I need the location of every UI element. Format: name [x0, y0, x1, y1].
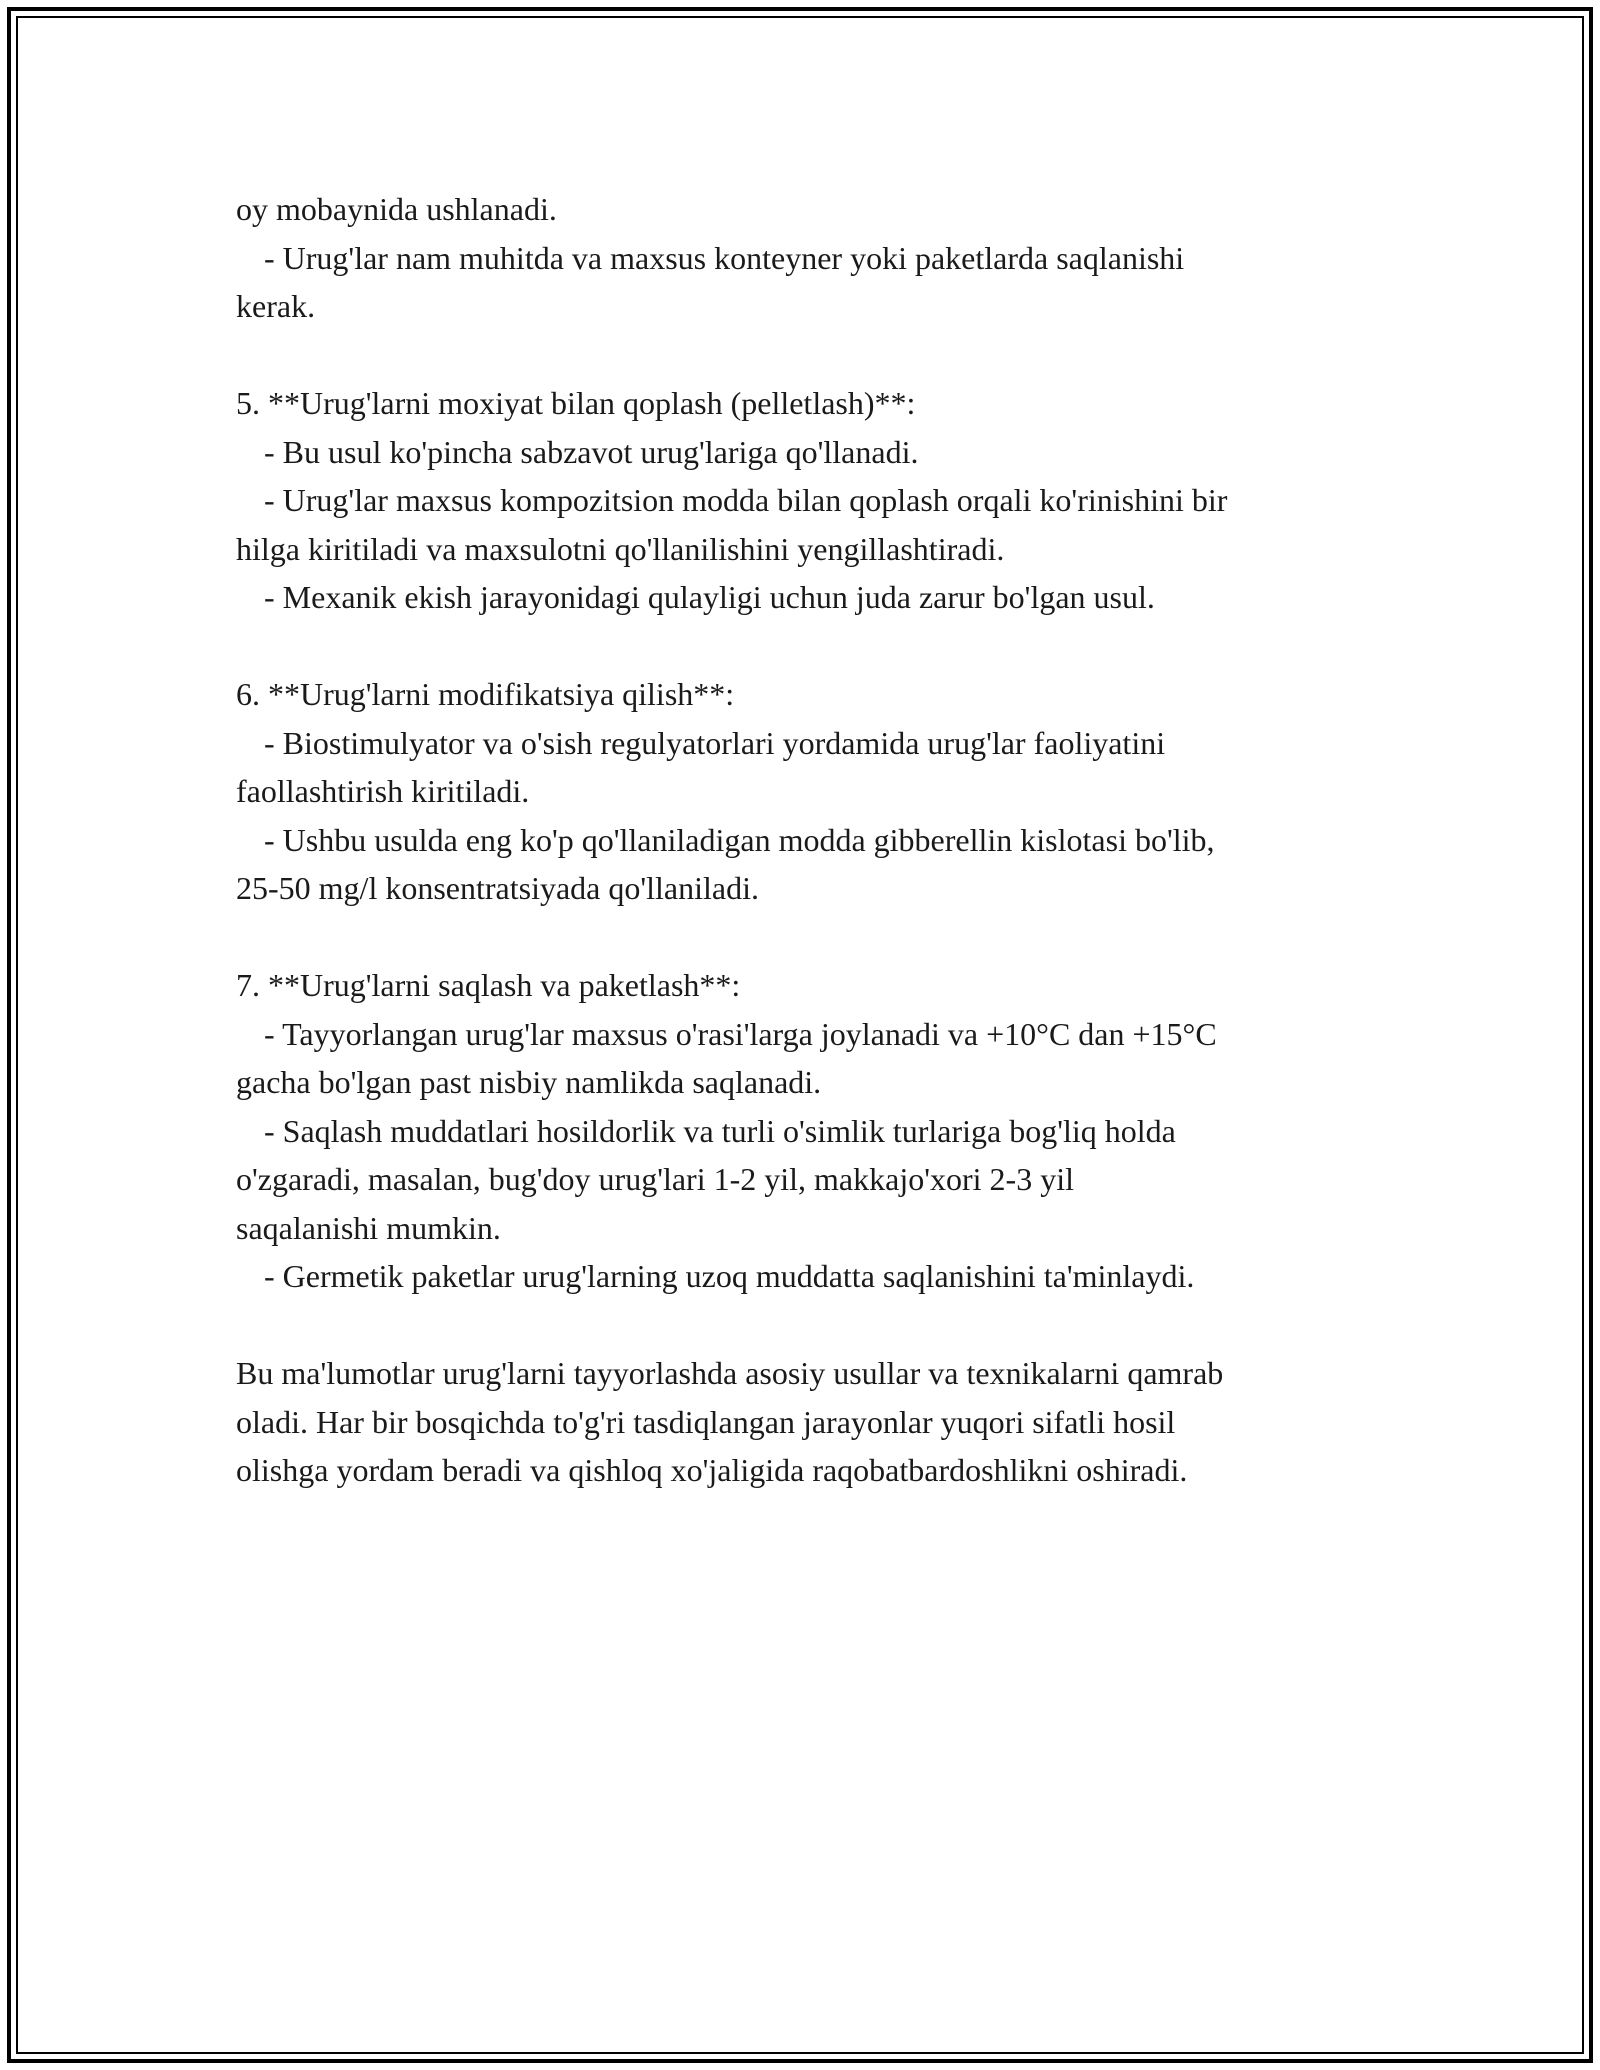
paragraph-gap	[236, 622, 1386, 671]
section-7-line: saqalanishi mumkin.	[236, 1209, 501, 1246]
intro-block	[236, 185, 1386, 331]
conclusion-line: olishga yordam beradi va qishloq xo'jaligida raqobatbardoshlikni oshiradi.	[236, 1452, 1188, 1488]
paragraph-gap	[236, 913, 1386, 962]
section-7-line: gacha bo'lgan past nisbiy namlikda saqlanadi.	[236, 1064, 822, 1100]
section-6-bullet: - Biostimulyator va o'sish regulyatorlari yordamida urug'lar faoliyatini	[264, 724, 1166, 761]
paragraph-gap	[236, 1301, 1386, 1350]
paragraph-gap	[236, 331, 1386, 380]
conclusion-line: Bu ma'lumotlar urug'larni tayyorlashda asosiy usullar va texnikalarni qamrab	[236, 1355, 1224, 1391]
section-6	[236, 670, 1386, 913]
section-6-heading: 6. **Urug'larni modifikatsiya qilish**:	[236, 676, 735, 712]
section-5-heading: 5. **Urug'larni moxiyat bilan qoplash (pelletlash)**:	[236, 385, 916, 421]
intro-line: kerak.	[236, 288, 316, 324]
document-body	[236, 185, 1386, 1495]
conclusion-paragraph	[236, 1349, 1386, 1495]
section-7-bullet: - Tayyorlangan urug'lar maxsus o'rasi'larga joylanadi va +10°C dan +15°C	[264, 1015, 1217, 1052]
section-6-line: faollashtirish kiritiladi.	[236, 773, 530, 809]
section-6-bullet: - Ushbu usulda eng ko'p qo'llaniladigan modda gibberellin kislotasi bo'lib,	[264, 821, 1215, 858]
section-5-bullet: - Urug'lar maxsus kompozitsion modda bilan qoplash orqali ko'rinishini bir	[264, 482, 1228, 518]
section-5-bullet: - Mexanik ekish jarayonidagi qulayligi uchun juda zarur bo'lgan usul.	[264, 579, 1155, 615]
section-5	[236, 379, 1386, 622]
intro-bullet: - Urug'lar nam muhitda va maxsus konteyner yoki paketlarda saqlanishi	[264, 239, 1185, 276]
section-5-bullet: - Bu usul ko'pincha sabzavot urug'lariga qo'llanadi.	[264, 433, 919, 470]
section-7	[236, 961, 1386, 1301]
section-7-bullet: - Saqlash muddatlari hosildorlik va turli o'simlik turlariga bog'liq holda	[264, 1112, 1176, 1149]
section-7-line: o'zgaradi, masalan, bug'doy urug'lari 1-2 yil, makkajo'xori 2-3 yil	[236, 1161, 1074, 1197]
intro-line: oy mobaynida ushlanadi.	[236, 191, 557, 227]
conclusion-line: oladi. Har bir bosqichda to'g'ri tasdiqlangan jarayonlar yuqori sifatli hosil	[236, 1403, 1176, 1440]
section-6-line: 25-50 mg/l konsentratsiyada qo'llaniladi.	[236, 870, 759, 906]
section-7-heading: 7. **Urug'larni saqlash va paketlash**:	[236, 967, 741, 1003]
section-5-line: hilga kiritiladi va maxsulotni qo'llanilishini yengillashtiradi.	[236, 530, 1005, 567]
section-7-bullet: - Germetik paketlar urug'larning uzoq muddatta saqlanishini ta'minlaydi.	[264, 1258, 1195, 1294]
